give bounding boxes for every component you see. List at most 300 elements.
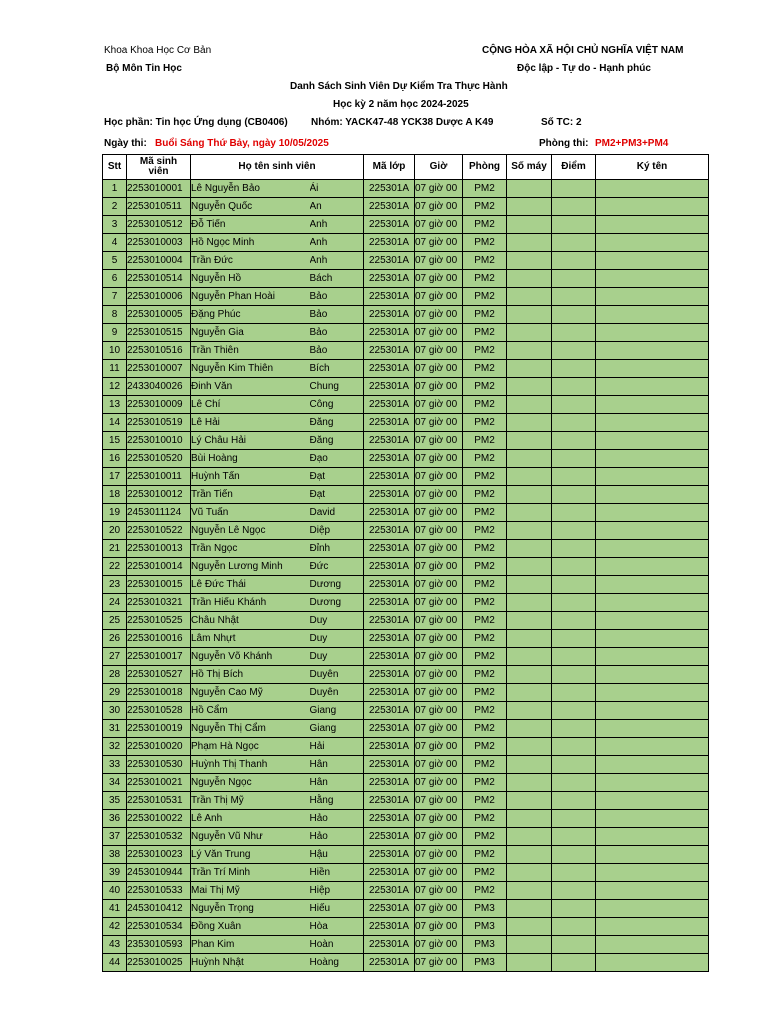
row-first-name: Anh (310, 252, 364, 270)
row-student-id: 2253010005 (127, 306, 191, 324)
row-machine[interactable] (507, 450, 552, 468)
row-score[interactable] (552, 828, 596, 846)
row-signature[interactable] (596, 684, 709, 702)
row-room: PM2 (463, 270, 507, 288)
table-row (103, 612, 709, 630)
row-stt: 29 (103, 684, 127, 702)
table-row (103, 702, 709, 720)
row-room: PM2 (463, 558, 507, 576)
table-row (103, 324, 709, 342)
row-stt: 12 (103, 378, 127, 396)
row-score[interactable] (552, 702, 596, 720)
row-room: PM2 (463, 396, 507, 414)
row-first-name: Hằng (310, 792, 364, 810)
row-signature[interactable] (596, 738, 709, 756)
row-machine[interactable] (507, 936, 552, 954)
row-signature[interactable] (596, 522, 709, 540)
row-machine[interactable] (507, 504, 552, 522)
row-score[interactable] (552, 576, 596, 594)
row-machine[interactable] (507, 576, 552, 594)
row-signature[interactable] (596, 576, 709, 594)
row-class: 225301A (364, 504, 415, 522)
row-time: 07 giờ 00 (415, 846, 463, 864)
row-stt: 6 (103, 270, 127, 288)
row-student-id: 2453011124 (127, 504, 191, 522)
row-room: PM2 (463, 612, 507, 630)
row-signature[interactable] (596, 306, 709, 324)
row-time: 07 giờ 00 (415, 954, 463, 972)
row-first-name: Duyên (310, 684, 364, 702)
row-last-name: Nguyễn Võ Khánh (191, 648, 310, 666)
row-score[interactable] (552, 378, 596, 396)
row-time: 07 giờ 00 (415, 684, 463, 702)
row-first-name: Hảo (310, 828, 364, 846)
row-last-name: Hồ Cẩm (191, 702, 310, 720)
row-score[interactable] (552, 558, 596, 576)
row-last-name: Nguyễn Kim Thiên (191, 360, 310, 378)
row-room: PM2 (463, 846, 507, 864)
row-machine[interactable] (507, 378, 552, 396)
row-signature[interactable] (596, 324, 709, 342)
row-score[interactable] (552, 756, 596, 774)
row-machine[interactable] (507, 702, 552, 720)
row-first-name: Dương (310, 594, 364, 612)
row-time: 07 giờ 00 (415, 648, 463, 666)
row-machine[interactable] (507, 846, 552, 864)
row-last-name: Nguyễn Lương Minh (191, 558, 310, 576)
row-machine[interactable] (507, 522, 552, 540)
row-class: 225301A (364, 954, 415, 972)
row-machine[interactable] (507, 198, 552, 216)
row-first-name: Đăng (310, 414, 364, 432)
row-signature[interactable] (596, 234, 709, 252)
table-row (103, 900, 709, 918)
row-score[interactable] (552, 432, 596, 450)
row-student-id: 2253010010 (127, 432, 191, 450)
row-first-name: Bảo (310, 288, 364, 306)
row-stt: 42 (103, 918, 127, 936)
row-first-name: Hảo (310, 810, 364, 828)
row-signature[interactable] (596, 630, 709, 648)
row-score[interactable] (552, 630, 596, 648)
row-room: PM2 (463, 774, 507, 792)
row-machine[interactable] (507, 918, 552, 936)
row-signature[interactable] (596, 702, 709, 720)
row-signature[interactable] (596, 216, 709, 234)
row-signature[interactable] (596, 954, 709, 972)
table-row (103, 216, 709, 234)
row-first-name: Hậu (310, 846, 364, 864)
row-score[interactable] (552, 414, 596, 432)
row-student-id: 2253010516 (127, 342, 191, 360)
row-score[interactable] (552, 774, 596, 792)
row-room: PM2 (463, 378, 507, 396)
row-student-id: 2253010511 (127, 198, 191, 216)
row-machine[interactable] (507, 738, 552, 756)
row-student-id: 2253010528 (127, 702, 191, 720)
credits-label: Số TC: 2 (541, 117, 582, 128)
row-score[interactable] (552, 720, 596, 738)
row-first-name: Hiếu (310, 900, 364, 918)
row-signature[interactable] (596, 504, 709, 522)
row-machine[interactable] (507, 486, 552, 504)
row-first-name: Đạo (310, 450, 364, 468)
row-student-id: 2253010009 (127, 396, 191, 414)
row-score[interactable] (552, 450, 596, 468)
row-score[interactable] (552, 504, 596, 522)
row-signature[interactable] (596, 774, 709, 792)
row-machine[interactable] (507, 900, 552, 918)
row-signature[interactable] (596, 540, 709, 558)
row-class: 225301A (364, 576, 415, 594)
row-room: PM2 (463, 522, 507, 540)
row-score[interactable] (552, 252, 596, 270)
row-room: PM2 (463, 450, 507, 468)
col-header-machine: Số máy (507, 155, 552, 180)
row-room: PM2 (463, 306, 507, 324)
row-machine[interactable] (507, 810, 552, 828)
row-time: 07 giờ 00 (415, 558, 463, 576)
row-last-name: Huỳnh Nhật (191, 954, 310, 972)
row-room: PM2 (463, 882, 507, 900)
row-time: 07 giờ 00 (415, 306, 463, 324)
table-row (103, 450, 709, 468)
row-time: 07 giờ 00 (415, 738, 463, 756)
row-stt: 7 (103, 288, 127, 306)
row-class: 225301A (364, 396, 415, 414)
row-student-id: 2253010003 (127, 234, 191, 252)
row-room: PM2 (463, 180, 507, 198)
row-signature[interactable] (596, 648, 709, 666)
row-score[interactable] (552, 594, 596, 612)
row-first-name: Anh (310, 234, 364, 252)
row-signature[interactable] (596, 810, 709, 828)
row-score[interactable] (552, 954, 596, 972)
row-machine[interactable] (507, 306, 552, 324)
row-score[interactable] (552, 306, 596, 324)
row-machine[interactable] (507, 360, 552, 378)
col-header-signature: Ký tên (596, 155, 709, 180)
row-signature[interactable] (596, 396, 709, 414)
col-header-student-id: Mã sinh viên (127, 155, 191, 180)
row-last-name: Nguyễn Vũ Như (191, 828, 310, 846)
row-machine[interactable] (507, 270, 552, 288)
row-signature[interactable] (596, 720, 709, 738)
row-first-name: Bảo (310, 324, 364, 342)
row-machine[interactable] (507, 414, 552, 432)
row-machine[interactable] (507, 720, 552, 738)
row-score[interactable] (552, 396, 596, 414)
row-time: 07 giờ 00 (415, 468, 463, 486)
row-machine[interactable] (507, 468, 552, 486)
row-signature[interactable] (596, 270, 709, 288)
row-machine[interactable] (507, 342, 552, 360)
row-room: PM2 (463, 684, 507, 702)
row-machine[interactable] (507, 540, 552, 558)
row-score[interactable] (552, 900, 596, 918)
row-score[interactable] (552, 468, 596, 486)
row-machine[interactable] (507, 684, 552, 702)
row-last-name: Đinh Văn (191, 378, 310, 396)
row-room: PM2 (463, 648, 507, 666)
row-machine[interactable] (507, 648, 552, 666)
row-machine[interactable] (507, 288, 552, 306)
row-room: PM2 (463, 828, 507, 846)
row-machine[interactable] (507, 774, 552, 792)
row-room: PM2 (463, 198, 507, 216)
row-first-name: Đạt (310, 486, 364, 504)
row-room: PM2 (463, 432, 507, 450)
row-student-id: 2253010017 (127, 648, 191, 666)
faculty-name: Khoa Khoa Học Cơ Bản (104, 45, 212, 56)
row-score[interactable] (552, 918, 596, 936)
row-machine[interactable] (507, 666, 552, 684)
row-student-id: 2253010531 (127, 792, 191, 810)
row-time: 07 giờ 00 (415, 324, 463, 342)
row-class: 225301A (364, 828, 415, 846)
row-score[interactable] (552, 738, 596, 756)
row-signature[interactable] (596, 180, 709, 198)
row-signature[interactable] (596, 756, 709, 774)
row-first-name: Bích (310, 360, 364, 378)
row-time: 07 giờ 00 (415, 216, 463, 234)
row-class: 225301A (364, 468, 415, 486)
row-score[interactable] (552, 936, 596, 954)
row-first-name: Đạt (310, 468, 364, 486)
row-machine[interactable] (507, 216, 552, 234)
row-machine[interactable] (507, 252, 552, 270)
table-row (103, 180, 709, 198)
table-row (103, 522, 709, 540)
row-score[interactable] (552, 522, 596, 540)
row-last-name: Nguyễn Lê Ngọc (191, 522, 310, 540)
row-first-name: Duy (310, 630, 364, 648)
row-last-name: Lý Châu Hải (191, 432, 310, 450)
row-score[interactable] (552, 864, 596, 882)
row-machine[interactable] (507, 396, 552, 414)
row-first-name: Hân (310, 774, 364, 792)
row-class: 225301A (364, 450, 415, 468)
table-row (103, 234, 709, 252)
row-score[interactable] (552, 342, 596, 360)
row-score[interactable] (552, 198, 596, 216)
row-class: 225301A (364, 216, 415, 234)
row-class: 225301A (364, 720, 415, 738)
row-stt: 31 (103, 720, 127, 738)
row-room: PM2 (463, 720, 507, 738)
table-row (103, 738, 709, 756)
row-machine[interactable] (507, 828, 552, 846)
table-row (103, 270, 709, 288)
row-last-name: Mai Thị Mỹ (191, 882, 310, 900)
table-row (103, 576, 709, 594)
row-machine[interactable] (507, 234, 552, 252)
row-signature[interactable] (596, 558, 709, 576)
row-score[interactable] (552, 612, 596, 630)
table-row (103, 792, 709, 810)
row-score[interactable] (552, 540, 596, 558)
row-signature[interactable] (596, 432, 709, 450)
row-signature[interactable] (596, 414, 709, 432)
row-first-name: Hải (310, 738, 364, 756)
row-room: PM3 (463, 900, 507, 918)
row-room: PM2 (463, 702, 507, 720)
row-signature[interactable] (596, 288, 709, 306)
row-class: 225301A (364, 630, 415, 648)
row-room: PM2 (463, 666, 507, 684)
row-room: PM3 (463, 918, 507, 936)
row-time: 07 giờ 00 (415, 702, 463, 720)
table-row (103, 360, 709, 378)
row-signature[interactable] (596, 792, 709, 810)
row-signature[interactable] (596, 864, 709, 882)
row-score[interactable] (552, 288, 596, 306)
row-score[interactable] (552, 648, 596, 666)
row-student-id: 2353010593 (127, 936, 191, 954)
row-signature[interactable] (596, 918, 709, 936)
col-header-room: Phòng (463, 155, 507, 180)
national-motto: Độc lập - Tự do - Hạnh phúc (517, 63, 651, 74)
table-row (103, 252, 709, 270)
row-score[interactable] (552, 270, 596, 288)
row-stt: 11 (103, 360, 127, 378)
row-room: PM2 (463, 504, 507, 522)
row-signature[interactable] (596, 666, 709, 684)
row-score[interactable] (552, 234, 596, 252)
row-signature[interactable] (596, 936, 709, 954)
row-room: PM2 (463, 486, 507, 504)
row-signature[interactable] (596, 594, 709, 612)
row-signature[interactable] (596, 486, 709, 504)
row-signature[interactable] (596, 882, 709, 900)
row-score[interactable] (552, 846, 596, 864)
row-machine[interactable] (507, 630, 552, 648)
row-student-id: 2253010025 (127, 954, 191, 972)
table-header-row (103, 155, 709, 180)
row-first-name: Duy (310, 612, 364, 630)
col-header-stt: Stt (103, 155, 127, 180)
row-score[interactable] (552, 810, 596, 828)
row-signature[interactable] (596, 198, 709, 216)
row-signature[interactable] (596, 828, 709, 846)
row-time: 07 giờ 00 (415, 828, 463, 846)
row-last-name: Huỳnh Thị Thanh (191, 756, 310, 774)
row-score[interactable] (552, 684, 596, 702)
table-row (103, 810, 709, 828)
row-machine[interactable] (507, 432, 552, 450)
row-stt: 9 (103, 324, 127, 342)
row-last-name: Huỳnh Tấn (191, 468, 310, 486)
row-signature[interactable] (596, 900, 709, 918)
row-machine[interactable] (507, 864, 552, 882)
row-room: PM2 (463, 234, 507, 252)
row-stt: 23 (103, 576, 127, 594)
row-time: 07 giờ 00 (415, 864, 463, 882)
row-student-id: 2253010023 (127, 846, 191, 864)
row-time: 07 giờ 00 (415, 360, 463, 378)
row-signature[interactable] (596, 252, 709, 270)
student-roster-table (102, 154, 709, 972)
republic-heading: CỘNG HÒA XÃ HỘI CHỦ NGHĨA VIỆT NAM (482, 45, 684, 56)
row-signature[interactable] (596, 450, 709, 468)
row-stt: 27 (103, 648, 127, 666)
row-time: 07 giờ 00 (415, 342, 463, 360)
row-stt: 33 (103, 756, 127, 774)
row-last-name: Vũ Tuấn (191, 504, 310, 522)
row-signature[interactable] (596, 846, 709, 864)
table-row (103, 540, 709, 558)
row-class: 225301A (364, 846, 415, 864)
row-student-id: 2253010514 (127, 270, 191, 288)
table-row (103, 630, 709, 648)
row-last-name: Trần Trí Minh (191, 864, 310, 882)
row-stt: 40 (103, 882, 127, 900)
row-class: 225301A (364, 324, 415, 342)
row-signature[interactable] (596, 468, 709, 486)
row-time: 07 giờ 00 (415, 612, 463, 630)
row-machine[interactable] (507, 612, 552, 630)
row-time: 07 giờ 00 (415, 810, 463, 828)
row-first-name: Hiệp (310, 882, 364, 900)
row-score[interactable] (552, 324, 596, 342)
row-machine[interactable] (507, 594, 552, 612)
row-class: 225301A (364, 342, 415, 360)
row-score[interactable] (552, 360, 596, 378)
table-row (103, 414, 709, 432)
row-score[interactable] (552, 792, 596, 810)
row-first-name: Hiền (310, 864, 364, 882)
row-last-name: Nguyễn Thị Cẩm (191, 720, 310, 738)
row-student-id: 2253010527 (127, 666, 191, 684)
table-row (103, 864, 709, 882)
table-row (103, 828, 709, 846)
row-score[interactable] (552, 216, 596, 234)
row-machine[interactable] (507, 324, 552, 342)
row-stt: 13 (103, 396, 127, 414)
row-first-name: David (310, 504, 364, 522)
row-score[interactable] (552, 666, 596, 684)
row-score[interactable] (552, 486, 596, 504)
row-machine[interactable] (507, 180, 552, 198)
table-row (103, 648, 709, 666)
row-signature[interactable] (596, 342, 709, 360)
row-last-name: Nguyễn Trọng (191, 900, 310, 918)
row-class: 225301A (364, 234, 415, 252)
row-machine[interactable] (507, 792, 552, 810)
row-machine[interactable] (507, 954, 552, 972)
row-signature[interactable] (596, 612, 709, 630)
row-student-id: 2253010022 (127, 810, 191, 828)
row-first-name: Giang (310, 702, 364, 720)
row-room: PM2 (463, 288, 507, 306)
row-machine[interactable] (507, 882, 552, 900)
row-stt: 41 (103, 900, 127, 918)
row-class: 225301A (364, 702, 415, 720)
row-first-name: Ái (310, 180, 364, 198)
row-score[interactable] (552, 180, 596, 198)
row-signature[interactable] (596, 360, 709, 378)
row-time: 07 giờ 00 (415, 486, 463, 504)
row-score[interactable] (552, 882, 596, 900)
row-first-name: Hân (310, 756, 364, 774)
row-time: 07 giờ 00 (415, 522, 463, 540)
row-student-id: 2253010522 (127, 522, 191, 540)
row-machine[interactable] (507, 558, 552, 576)
row-first-name: Diệp (310, 522, 364, 540)
row-signature[interactable] (596, 378, 709, 396)
row-stt: 30 (103, 702, 127, 720)
row-machine[interactable] (507, 756, 552, 774)
